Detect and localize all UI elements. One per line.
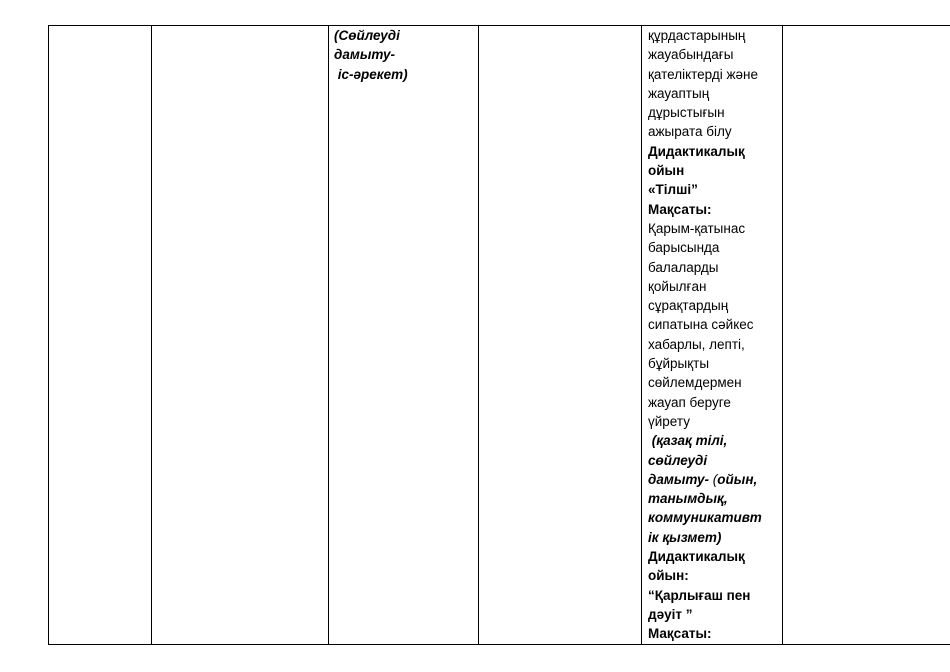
table-cell-4 bbox=[479, 26, 642, 645]
goal-line-1: құрдастарының bbox=[648, 28, 746, 43]
table-cell-content bbox=[642, 26, 783, 645]
game1-goal-label: Мақсаты: bbox=[648, 201, 712, 217]
areas-line-5: коммуникативт bbox=[648, 510, 762, 526]
table-cell-6 bbox=[783, 26, 950, 645]
areas-line-4: танымдық, bbox=[648, 491, 728, 507]
game1-goal-line-1: Қарым-қатынас bbox=[648, 220, 746, 236]
goal-line-6: ажырата білу bbox=[648, 124, 732, 140]
game1-goal-line-9: сөйлемдермен bbox=[648, 375, 742, 391]
activity-line-2: дамыту- bbox=[334, 47, 396, 63]
game2-title-2: дәуіт ” bbox=[648, 606, 693, 622]
areas-line-3-a: дамыту- bbox=[648, 471, 713, 487]
game1-heading-2: ойын bbox=[648, 163, 685, 179]
game1-goal-line-6: сипатына сәйкес bbox=[648, 317, 754, 333]
game1-goal-line-10: жауап беруге bbox=[648, 394, 731, 410]
activity-line-3: іс-әрекет) bbox=[334, 66, 408, 82]
game1-goal-line-3: балаларды bbox=[648, 259, 719, 275]
areas-line-1: (қазақ тілі, bbox=[648, 433, 728, 449]
game2-heading-1: Дидактикалық bbox=[648, 549, 745, 565]
game1-goal-line-4: қойылған bbox=[648, 278, 707, 294]
game1-goal-line-11: үйрету bbox=[648, 413, 690, 429]
game1-goal-line-8: бұйрықты bbox=[648, 356, 710, 372]
table-cell-2 bbox=[152, 26, 329, 645]
goal-line-3: қателіктерді және bbox=[648, 66, 759, 82]
areas-line-3-c: ойын, bbox=[717, 471, 758, 487]
goal-line-2: жауабындағы bbox=[648, 47, 734, 63]
table-row bbox=[49, 26, 950, 645]
game1-goal-line-7: хабарлы, лепті, bbox=[648, 336, 745, 352]
goal-line-4: жауаптың bbox=[648, 85, 710, 101]
areas-line-2: сөйлеуді bbox=[648, 452, 708, 468]
table-cell-activity bbox=[329, 26, 479, 645]
game2-goal-label: Мақсаты: bbox=[648, 626, 712, 642]
game1-title: «Тілші” bbox=[648, 182, 698, 198]
goal-line-5: дұрыстығын bbox=[648, 105, 725, 121]
game1-goal-line-2: барысында bbox=[648, 240, 720, 256]
activity-line-1: (Сөйлеуді bbox=[334, 28, 400, 43]
game2-heading-2: ойын: bbox=[648, 568, 689, 584]
areas-line-3 bbox=[648, 470, 782, 489]
game1-heading-1: Дидактикалық bbox=[648, 143, 745, 159]
areas-line-6: ік қызмет) bbox=[648, 529, 722, 545]
game2-title-1: “Қарлығаш пен bbox=[648, 587, 751, 603]
areas-line-3-paren: ( bbox=[712, 471, 718, 487]
game1-goal-line-5: сұрақтардың bbox=[648, 298, 729, 314]
table-cell-1 bbox=[49, 26, 152, 645]
lesson-plan-table bbox=[48, 25, 950, 645]
